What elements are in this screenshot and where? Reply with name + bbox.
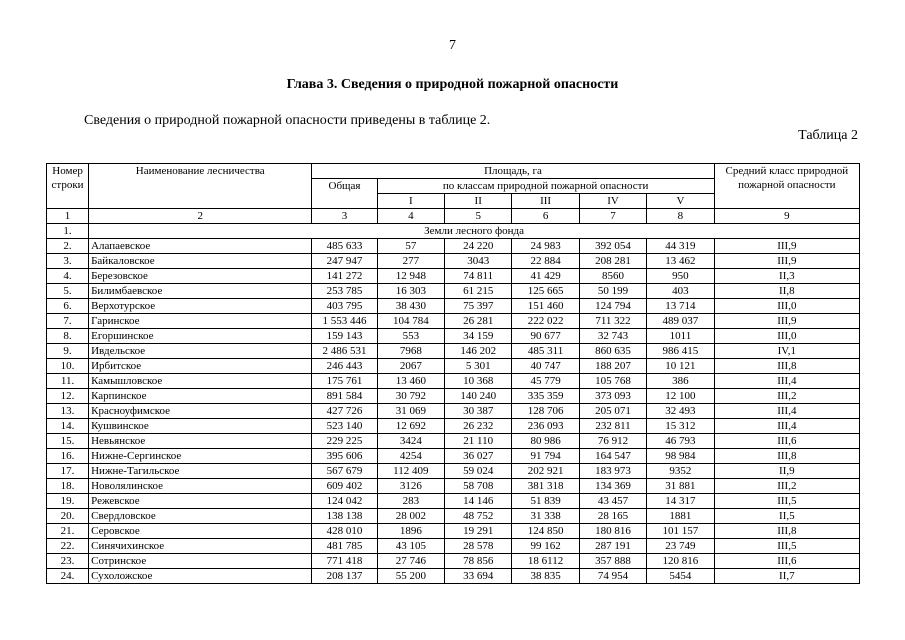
avg-class: III,8 <box>714 359 859 374</box>
area-class-2: 10 368 <box>445 374 512 389</box>
avg-class: III,4 <box>714 419 859 434</box>
area-class-5: 23 749 <box>647 539 714 554</box>
header-forestry-name: Наименование лесничества <box>89 164 312 209</box>
forestry-name: Сотринское <box>89 554 312 569</box>
area-class-2: 61 215 <box>445 284 512 299</box>
avg-class: III,9 <box>714 254 859 269</box>
area-class-1: 2067 <box>377 359 444 374</box>
area-class-4: 134 369 <box>579 479 646 494</box>
area-total: 175 761 <box>312 374 377 389</box>
row-number: 9. <box>47 344 89 359</box>
header-total: Общая <box>312 179 377 209</box>
header-class-5: V <box>647 194 714 209</box>
area-class-1: 57 <box>377 239 444 254</box>
forestry-name: Байкаловское <box>89 254 312 269</box>
forestry-name: Ирбитское <box>89 359 312 374</box>
forestry-name: Алапаевское <box>89 239 312 254</box>
table-row <box>47 404 860 419</box>
area-total: 159 143 <box>312 329 377 344</box>
area-class-5: 403 <box>647 284 714 299</box>
avg-class: III,0 <box>714 329 859 344</box>
area-class-2: 19 291 <box>445 524 512 539</box>
area-class-3: 51 839 <box>512 494 579 509</box>
avg-class: III,2 <box>714 479 859 494</box>
area-class-4: 711 322 <box>579 314 646 329</box>
area-class-2: 75 397 <box>445 299 512 314</box>
table-row <box>47 284 860 299</box>
area-class-2: 14 146 <box>445 494 512 509</box>
column-number: 7 <box>579 209 646 224</box>
area-class-3: 335 359 <box>512 389 579 404</box>
row-number: 6. <box>47 299 89 314</box>
area-total: 891 584 <box>312 389 377 404</box>
row-number: 16. <box>47 449 89 464</box>
table-row <box>47 539 860 554</box>
avg-class: III,8 <box>714 524 859 539</box>
area-class-4: 28 165 <box>579 509 646 524</box>
area-class-1: 553 <box>377 329 444 344</box>
area-total: 609 402 <box>312 479 377 494</box>
area-class-1: 43 105 <box>377 539 444 554</box>
table-row <box>47 464 860 479</box>
area-class-3: 38 835 <box>512 569 579 584</box>
area-class-3: 40 747 <box>512 359 579 374</box>
area-class-3: 91 794 <box>512 449 579 464</box>
area-class-3: 125 665 <box>512 284 579 299</box>
area-class-3: 124 850 <box>512 524 579 539</box>
area-class-2: 36 027 <box>445 449 512 464</box>
area-class-4: 357 888 <box>579 554 646 569</box>
area-class-4: 287 191 <box>579 539 646 554</box>
area-class-1: 12 692 <box>377 419 444 434</box>
area-class-3: 202 921 <box>512 464 579 479</box>
area-class-3: 18 6112 <box>512 554 579 569</box>
area-class-1: 12 948 <box>377 269 444 284</box>
header-area: Площадь, га <box>312 164 714 179</box>
table-row <box>47 329 860 344</box>
area-class-1: 30 792 <box>377 389 444 404</box>
table-row <box>47 479 860 494</box>
row-number: 24. <box>47 569 89 584</box>
forestry-name: Карпинское <box>89 389 312 404</box>
area-class-2: 58 708 <box>445 479 512 494</box>
area-class-2: 28 578 <box>445 539 512 554</box>
row-number: 20. <box>47 509 89 524</box>
area-class-5: 31 881 <box>647 479 714 494</box>
area-class-4: 43 457 <box>579 494 646 509</box>
avg-class: III,5 <box>714 539 859 554</box>
area-class-5: 13 714 <box>647 299 714 314</box>
area-class-5: 13 462 <box>647 254 714 269</box>
area-class-1: 1896 <box>377 524 444 539</box>
area-class-1: 3424 <box>377 434 444 449</box>
area-class-4: 205 071 <box>579 404 646 419</box>
area-total: 523 140 <box>312 419 377 434</box>
forestry-name: Березовское <box>89 269 312 284</box>
area-class-1: 7968 <box>377 344 444 359</box>
area-class-3: 236 093 <box>512 419 579 434</box>
area-class-2: 5 301 <box>445 359 512 374</box>
row-number: 19. <box>47 494 89 509</box>
area-class-3: 24 983 <box>512 239 579 254</box>
area-class-4: 180 816 <box>579 524 646 539</box>
row-number: 22. <box>47 539 89 554</box>
area-total: 567 679 <box>312 464 377 479</box>
area-class-1: 283 <box>377 494 444 509</box>
header-row-number: Номер строки <box>47 164 89 209</box>
table-row <box>47 509 860 524</box>
area-class-4: 50 199 <box>579 284 646 299</box>
area-class-1: 112 409 <box>377 464 444 479</box>
table-row <box>47 359 860 374</box>
forestry-name: Синячихинское <box>89 539 312 554</box>
area-total: 253 785 <box>312 284 377 299</box>
table-row <box>47 254 860 269</box>
row-number: 3. <box>47 254 89 269</box>
row-number: 21. <box>47 524 89 539</box>
area-class-2: 30 387 <box>445 404 512 419</box>
column-number: 5 <box>445 209 512 224</box>
area-total: 208 137 <box>312 569 377 584</box>
row-number: 12. <box>47 389 89 404</box>
forestry-name: Невьянское <box>89 434 312 449</box>
area-class-5: 10 121 <box>647 359 714 374</box>
row-number: 23. <box>47 554 89 569</box>
forestry-name: Билимбаевское <box>89 284 312 299</box>
area-class-4: 183 973 <box>579 464 646 479</box>
area-class-5: 1881 <box>647 509 714 524</box>
area-class-2: 146 202 <box>445 344 512 359</box>
area-class-5: 46 793 <box>647 434 714 449</box>
column-number: 9 <box>714 209 859 224</box>
area-class-1: 3126 <box>377 479 444 494</box>
area-total: 247 947 <box>312 254 377 269</box>
table-row <box>47 524 860 539</box>
area-class-5: 386 <box>647 374 714 389</box>
area-total: 246 443 <box>312 359 377 374</box>
avg-class: III,4 <box>714 404 859 419</box>
table-label: Таблица 2 <box>798 128 858 143</box>
table-row <box>47 239 860 254</box>
area-class-2: 24 220 <box>445 239 512 254</box>
table-row <box>47 434 860 449</box>
area-class-5: 986 415 <box>647 344 714 359</box>
forestry-name: Сухоложское <box>89 569 312 584</box>
area-class-4: 188 207 <box>579 359 646 374</box>
row-number: 5. <box>47 284 89 299</box>
area-total: 771 418 <box>312 554 377 569</box>
area-class-4: 860 635 <box>579 344 646 359</box>
row-number: 11. <box>47 374 89 389</box>
row-number: 15. <box>47 434 89 449</box>
area-class-3: 41 429 <box>512 269 579 284</box>
avg-class: II,9 <box>714 464 859 479</box>
area-class-3: 90 677 <box>512 329 579 344</box>
avg-class: II,8 <box>714 284 859 299</box>
avg-class: III,4 <box>714 374 859 389</box>
area-class-2: 59 024 <box>445 464 512 479</box>
table-row <box>47 299 860 314</box>
header-class-1: I <box>377 194 444 209</box>
page-number: 7 <box>449 38 456 53</box>
row-number: 10. <box>47 359 89 374</box>
column-number: 2 <box>89 209 312 224</box>
area-class-5: 489 037 <box>647 314 714 329</box>
column-number: 6 <box>512 209 579 224</box>
area-class-1: 16 303 <box>377 284 444 299</box>
avg-class: II,5 <box>714 509 859 524</box>
column-number: 4 <box>377 209 444 224</box>
area-total: 138 138 <box>312 509 377 524</box>
area-class-2: 3043 <box>445 254 512 269</box>
area-class-4: 32 743 <box>579 329 646 344</box>
area-class-1: 31 069 <box>377 404 444 419</box>
area-class-2: 74 811 <box>445 269 512 284</box>
area-class-2: 140 240 <box>445 389 512 404</box>
avg-class: III,6 <box>714 434 859 449</box>
area-class-3: 128 706 <box>512 404 579 419</box>
area-class-1: 13 460 <box>377 374 444 389</box>
area-class-1: 104 784 <box>377 314 444 329</box>
area-class-5: 1011 <box>647 329 714 344</box>
table-row <box>47 419 860 434</box>
avg-class: II,7 <box>714 569 859 584</box>
header-class-2: II <box>445 194 512 209</box>
table-row <box>47 344 860 359</box>
area-class-3: 22 884 <box>512 254 579 269</box>
area-class-4: 8560 <box>579 269 646 284</box>
table-row <box>47 314 860 329</box>
column-number: 8 <box>647 209 714 224</box>
area-class-5: 950 <box>647 269 714 284</box>
forestry-name: Режевское <box>89 494 312 509</box>
area-class-5: 5454 <box>647 569 714 584</box>
area-total: 403 795 <box>312 299 377 314</box>
area-class-5: 98 984 <box>647 449 714 464</box>
area-class-5: 32 493 <box>647 404 714 419</box>
forestry-name: Нижне-Тагильское <box>89 464 312 479</box>
section-row <box>47 224 860 239</box>
area-class-5: 44 319 <box>647 239 714 254</box>
row-number: 8. <box>47 329 89 344</box>
row-number: 17. <box>47 464 89 479</box>
area-class-1: 277 <box>377 254 444 269</box>
row-number: 4. <box>47 269 89 284</box>
area-class-1: 28 002 <box>377 509 444 524</box>
area-class-4: 373 093 <box>579 389 646 404</box>
chapter-title: Глава 3. Сведения о природной пожарной опасности <box>286 77 619 92</box>
area-total: 395 606 <box>312 449 377 464</box>
forestry-name: Серовское <box>89 524 312 539</box>
area-class-2: 34 159 <box>445 329 512 344</box>
table-row <box>47 554 860 569</box>
area-class-4: 124 794 <box>579 299 646 314</box>
forestry-name: Свердловское <box>89 509 312 524</box>
area-total: 2 486 531 <box>312 344 377 359</box>
forestry-name: Ивдельское <box>89 344 312 359</box>
table-row <box>47 494 860 509</box>
area-class-2: 78 856 <box>445 554 512 569</box>
area-class-1: 38 430 <box>377 299 444 314</box>
intro-text: Сведения о природной пожарной опасности приведены в таблице 2. <box>84 113 491 128</box>
area-class-2: 48 752 <box>445 509 512 524</box>
area-total: 1 553 446 <box>312 314 377 329</box>
row-number: 2. <box>47 239 89 254</box>
area-total: 141 272 <box>312 269 377 284</box>
area-class-4: 164 547 <box>579 449 646 464</box>
area-class-2: 26 281 <box>445 314 512 329</box>
area-class-2: 33 694 <box>445 569 512 584</box>
avg-class: III,9 <box>714 314 859 329</box>
fire-hazard-table <box>46 163 860 584</box>
area-class-1: 4254 <box>377 449 444 464</box>
area-class-3: 31 338 <box>512 509 579 524</box>
row-number: 7. <box>47 314 89 329</box>
area-class-5: 15 312 <box>647 419 714 434</box>
row-number: 14. <box>47 419 89 434</box>
table-row <box>47 569 860 584</box>
table-row <box>47 389 860 404</box>
area-class-4: 105 768 <box>579 374 646 389</box>
table-row <box>47 269 860 284</box>
forestry-name: Верхотурское <box>89 299 312 314</box>
area-class-1: 55 200 <box>377 569 444 584</box>
avg-class: III,6 <box>714 554 859 569</box>
avg-class: III,9 <box>714 239 859 254</box>
area-class-4: 232 811 <box>579 419 646 434</box>
table-row <box>47 449 860 464</box>
avg-class: IV,1 <box>714 344 859 359</box>
area-total: 485 633 <box>312 239 377 254</box>
area-class-5: 101 157 <box>647 524 714 539</box>
area-total: 124 042 <box>312 494 377 509</box>
table-row <box>47 374 860 389</box>
column-number-row <box>47 209 860 224</box>
avg-class: III,5 <box>714 494 859 509</box>
area-class-5: 14 317 <box>647 494 714 509</box>
area-class-3: 45 779 <box>512 374 579 389</box>
area-class-5: 9352 <box>647 464 714 479</box>
forestry-name: Егоршинское <box>89 329 312 344</box>
forestry-name: Кушвинское <box>89 419 312 434</box>
header-class-3: III <box>512 194 579 209</box>
avg-class: II,3 <box>714 269 859 284</box>
area-class-2: 26 232 <box>445 419 512 434</box>
column-number: 3 <box>312 209 377 224</box>
section-number: 1. <box>47 224 89 239</box>
forestry-name: Новолялинское <box>89 479 312 494</box>
area-class-3: 99 162 <box>512 539 579 554</box>
area-class-4: 208 281 <box>579 254 646 269</box>
area-total: 428 010 <box>312 524 377 539</box>
area-class-3: 80 986 <box>512 434 579 449</box>
avg-class: III,2 <box>714 389 859 404</box>
area-class-3: 151 460 <box>512 299 579 314</box>
area-class-3: 381 318 <box>512 479 579 494</box>
forestry-name: Нижне-Сергинское <box>89 449 312 464</box>
area-class-1: 27 746 <box>377 554 444 569</box>
row-number: 18. <box>47 479 89 494</box>
area-class-4: 76 912 <box>579 434 646 449</box>
header-avg-class: Средний класс природной пожарной опасности <box>714 164 859 209</box>
forestry-name: Красноуфимское <box>89 404 312 419</box>
section-title: Земли лесного фонда <box>89 224 860 239</box>
forestry-name: Камышловское <box>89 374 312 389</box>
avg-class: III,8 <box>714 449 859 464</box>
area-class-5: 12 100 <box>647 389 714 404</box>
header-by-class: по классам природной пожарной опасности <box>377 179 714 194</box>
area-class-5: 120 816 <box>647 554 714 569</box>
area-class-4: 392 054 <box>579 239 646 254</box>
area-total: 229 225 <box>312 434 377 449</box>
area-class-4: 74 954 <box>579 569 646 584</box>
column-number: 1 <box>47 209 89 224</box>
area-class-2: 21 110 <box>445 434 512 449</box>
area-total: 481 785 <box>312 539 377 554</box>
forestry-name: Гаринское <box>89 314 312 329</box>
area-total: 427 726 <box>312 404 377 419</box>
area-class-3: 222 022 <box>512 314 579 329</box>
row-number: 13. <box>47 404 89 419</box>
header-class-4: IV <box>579 194 646 209</box>
avg-class: III,0 <box>714 299 859 314</box>
area-class-3: 485 311 <box>512 344 579 359</box>
